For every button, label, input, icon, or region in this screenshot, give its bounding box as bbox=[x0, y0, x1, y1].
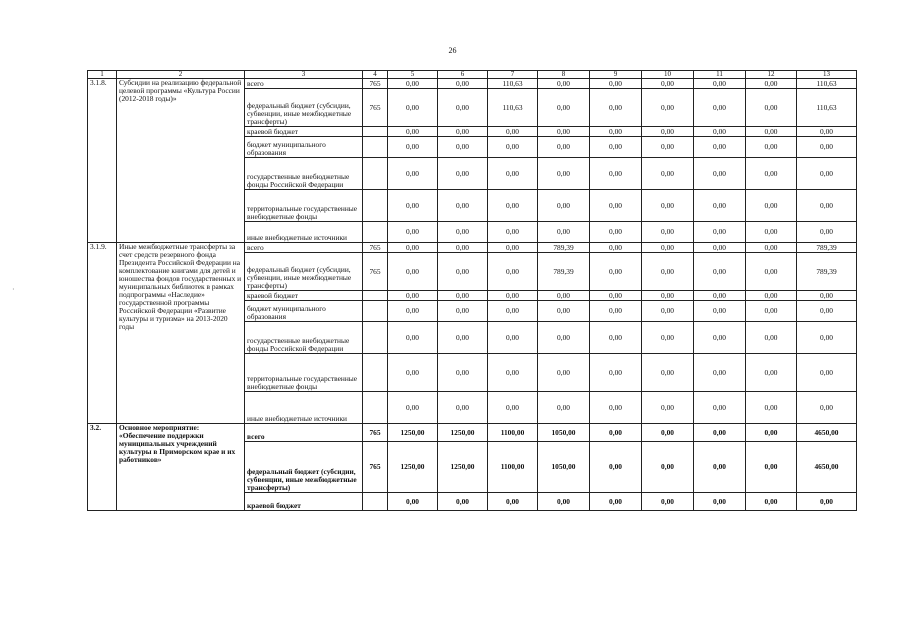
amount-cell: 0,00 bbox=[590, 137, 642, 158]
amount-cell: 0,00 bbox=[694, 190, 746, 222]
amount-cell: 0,00 bbox=[488, 137, 538, 158]
amount-cell: 0,00 bbox=[488, 322, 538, 354]
amount-cell: 0,00 bbox=[438, 392, 488, 424]
amount-cell: 0,00 bbox=[642, 137, 694, 158]
budget-table bbox=[87, 70, 857, 511]
amount-cell: 0,00 bbox=[797, 392, 857, 424]
amount-cell: 0,00 bbox=[797, 222, 857, 243]
grbs-code bbox=[363, 190, 388, 222]
amount-cell: 0,00 bbox=[488, 190, 538, 222]
amount-cell: 0,00 bbox=[488, 291, 538, 301]
scan-mark: · bbox=[12, 285, 15, 294]
amount-cell: 0,00 bbox=[388, 392, 438, 424]
amount-cell: 0,00 bbox=[538, 493, 590, 511]
funding-source: краевой бюджет bbox=[245, 291, 363, 301]
amount-cell: 1250,00 bbox=[438, 424, 488, 442]
funding-source: территориальные государственные внебюджетные фонды bbox=[245, 354, 363, 392]
amount-cell: 0,00 bbox=[590, 493, 642, 511]
amount-cell: 110,63 bbox=[797, 79, 857, 89]
amount-cell: 110,63 bbox=[488, 89, 538, 127]
amount-cell: 0,00 bbox=[694, 222, 746, 243]
column-number: 5 bbox=[388, 71, 438, 79]
amount-cell: 110,63 bbox=[797, 89, 857, 127]
grbs-code bbox=[363, 322, 388, 354]
page-number: 26 bbox=[448, 46, 457, 55]
amount-cell: 0,00 bbox=[746, 291, 797, 301]
amount-cell: 0,00 bbox=[538, 354, 590, 392]
funding-source: краевой бюджет bbox=[245, 493, 363, 511]
amount-cell: 0,00 bbox=[388, 190, 438, 222]
amount-cell: 0,00 bbox=[642, 253, 694, 291]
amount-cell: 0,00 bbox=[694, 392, 746, 424]
grbs-code bbox=[363, 158, 388, 190]
grbs-code: 765 bbox=[363, 424, 388, 442]
grbs-code bbox=[363, 127, 388, 137]
amount-cell: 0,00 bbox=[642, 89, 694, 127]
amount-cell: 0,00 bbox=[694, 354, 746, 392]
grbs-code bbox=[363, 301, 388, 322]
amount-cell: 0,00 bbox=[538, 392, 590, 424]
amount-cell: 0,00 bbox=[694, 493, 746, 511]
amount-cell: 0,00 bbox=[590, 158, 642, 190]
amount-cell: 0,00 bbox=[642, 291, 694, 301]
funding-source: бюджет муниципального образования bbox=[245, 301, 363, 322]
funding-source: бюджет муниципального образования bbox=[245, 137, 363, 158]
amount-cell: 0,00 bbox=[590, 442, 642, 493]
amount-cell: 0,00 bbox=[797, 158, 857, 190]
amount-cell: 0,00 bbox=[538, 158, 590, 190]
amount-cell: 0,00 bbox=[642, 222, 694, 243]
grbs-code bbox=[363, 392, 388, 424]
column-number: 1 bbox=[88, 71, 117, 79]
amount-cell: 0,00 bbox=[797, 322, 857, 354]
amount-cell: 4650,00 bbox=[797, 424, 857, 442]
amount-cell: 0,00 bbox=[388, 301, 438, 322]
item-code: 3.2. bbox=[88, 424, 117, 511]
amount-cell: 0,00 bbox=[388, 127, 438, 137]
amount-cell: 0,00 bbox=[538, 190, 590, 222]
amount-cell: 0,00 bbox=[590, 253, 642, 291]
amount-cell: 0,00 bbox=[590, 322, 642, 354]
item-code: 3.1.8. bbox=[88, 79, 117, 243]
amount-cell: 0,00 bbox=[388, 243, 438, 253]
amount-cell: 0,00 bbox=[388, 89, 438, 127]
amount-cell: 0,00 bbox=[694, 137, 746, 158]
amount-cell: 0,00 bbox=[694, 243, 746, 253]
column-number: 11 bbox=[694, 71, 746, 79]
amount-cell: 0,00 bbox=[694, 442, 746, 493]
column-number-row bbox=[88, 71, 857, 79]
amount-cell: 0,00 bbox=[746, 190, 797, 222]
amount-cell: 0,00 bbox=[388, 253, 438, 291]
amount-cell: 0,00 bbox=[538, 301, 590, 322]
amount-cell: 0,00 bbox=[388, 158, 438, 190]
amount-cell: 789,39 bbox=[797, 253, 857, 291]
amount-cell: 0,00 bbox=[538, 137, 590, 158]
amount-cell: 0,00 bbox=[797, 137, 857, 158]
amount-cell: 0,00 bbox=[590, 243, 642, 253]
column-number: 2 bbox=[117, 71, 245, 79]
amount-cell: 0,00 bbox=[538, 322, 590, 354]
item-name: Основное мероприятие: «Обеспечение поддержки муниципальных учреждений культуры в Приморском крае и их работников» bbox=[117, 424, 245, 511]
amount-cell: 0,00 bbox=[388, 493, 438, 511]
item-name: Субсидии на реализацию федеральной целевой программы «Культура России (2012-2018 годы)» bbox=[117, 79, 245, 243]
amount-cell: 0,00 bbox=[694, 424, 746, 442]
amount-cell: 0,00 bbox=[488, 127, 538, 137]
amount-cell: 0,00 bbox=[694, 158, 746, 190]
amount-cell: 0,00 bbox=[590, 354, 642, 392]
column-number: 6 bbox=[438, 71, 488, 79]
amount-cell: 0,00 bbox=[438, 301, 488, 322]
amount-cell: 0,00 bbox=[590, 190, 642, 222]
funding-source: всего bbox=[245, 424, 363, 442]
grbs-code bbox=[363, 291, 388, 301]
amount-cell: 1050,00 bbox=[538, 424, 590, 442]
amount-cell: 0,00 bbox=[797, 354, 857, 392]
amount-cell: 0,00 bbox=[746, 442, 797, 493]
funding-source: федеральный бюджет (субсидии, субвенции, иные межбюджетные трансферты) bbox=[245, 442, 363, 493]
amount-cell: 0,00 bbox=[694, 127, 746, 137]
amount-cell: 0,00 bbox=[642, 79, 694, 89]
amount-cell: 0,00 bbox=[538, 291, 590, 301]
amount-cell: 1100,00 bbox=[488, 442, 538, 493]
amount-cell: 0,00 bbox=[694, 301, 746, 322]
table-row bbox=[88, 424, 857, 442]
amount-cell: 0,00 bbox=[797, 301, 857, 322]
amount-cell: 0,00 bbox=[488, 222, 538, 243]
amount-cell: 0,00 bbox=[642, 301, 694, 322]
amount-cell: 0,00 bbox=[488, 392, 538, 424]
amount-cell: 0,00 bbox=[746, 253, 797, 291]
amount-cell: 0,00 bbox=[590, 127, 642, 137]
amount-cell: 789,39 bbox=[538, 253, 590, 291]
column-number: 12 bbox=[746, 71, 797, 79]
amount-cell: 0,00 bbox=[694, 291, 746, 301]
amount-cell: 0,00 bbox=[746, 243, 797, 253]
amount-cell: 0,00 bbox=[797, 190, 857, 222]
amount-cell: 0,00 bbox=[438, 243, 488, 253]
amount-cell: 0,00 bbox=[746, 127, 797, 137]
grbs-code: 765 bbox=[363, 253, 388, 291]
amount-cell: 0,00 bbox=[694, 322, 746, 354]
amount-cell: 0,00 bbox=[797, 291, 857, 301]
amount-cell: 0,00 bbox=[388, 322, 438, 354]
amount-cell: 0,00 bbox=[538, 89, 590, 127]
amount-cell: 4650,00 bbox=[797, 442, 857, 493]
item-name: Иные межбюджетные трансферты за счет средств резервного фонда Президента Российской Федерации на комплектование книгами для детей и юношества фондов государственных и муниципальных библиотек в рамках подпрограммы «Наследие» государственной программы Российской Федерации «Развитие культуры и туризма» на 2013-2020 годы bbox=[117, 243, 245, 424]
amount-cell: 0,00 bbox=[388, 354, 438, 392]
amount-cell: 0,00 bbox=[438, 253, 488, 291]
grbs-code bbox=[363, 222, 388, 243]
amount-cell: 0,00 bbox=[538, 222, 590, 243]
amount-cell: 0,00 bbox=[746, 137, 797, 158]
amount-cell: 0,00 bbox=[438, 222, 488, 243]
amount-cell: 0,00 bbox=[438, 291, 488, 301]
grbs-code bbox=[363, 354, 388, 392]
amount-cell: 0,00 bbox=[438, 354, 488, 392]
amount-cell: 0,00 bbox=[746, 354, 797, 392]
amount-cell: 1250,00 bbox=[438, 442, 488, 493]
amount-cell: 0,00 bbox=[746, 424, 797, 442]
amount-cell: 0,00 bbox=[590, 301, 642, 322]
amount-cell: 0,00 bbox=[746, 89, 797, 127]
item-code: 3.1.9. bbox=[88, 243, 117, 424]
amount-cell: 0,00 bbox=[590, 222, 642, 243]
grbs-code bbox=[363, 493, 388, 511]
amount-cell: 0,00 bbox=[642, 322, 694, 354]
amount-cell: 0,00 bbox=[642, 392, 694, 424]
column-number: 8 bbox=[538, 71, 590, 79]
amount-cell: 0,00 bbox=[388, 222, 438, 243]
amount-cell: 0,00 bbox=[642, 354, 694, 392]
amount-cell: 0,00 bbox=[590, 392, 642, 424]
amount-cell: 0,00 bbox=[642, 243, 694, 253]
amount-cell: 0,00 bbox=[488, 243, 538, 253]
amount-cell: 1050,00 bbox=[538, 442, 590, 493]
amount-cell: 0,00 bbox=[642, 442, 694, 493]
column-number: 3 bbox=[245, 71, 363, 79]
grbs-code: 765 bbox=[363, 442, 388, 493]
amount-cell: 0,00 bbox=[642, 493, 694, 511]
funding-source: всего bbox=[245, 243, 363, 253]
amount-cell: 0,00 bbox=[590, 424, 642, 442]
amount-cell: 0,00 bbox=[746, 222, 797, 243]
funding-source: иные внебюджетные источники bbox=[245, 392, 363, 424]
amount-cell: 0,00 bbox=[438, 190, 488, 222]
amount-cell: 0,00 bbox=[438, 158, 488, 190]
amount-cell: 0,00 bbox=[746, 301, 797, 322]
amount-cell: 0,00 bbox=[488, 493, 538, 511]
amount-cell: 0,00 bbox=[438, 79, 488, 89]
funding-source: иные внебюджетные источники bbox=[245, 222, 363, 243]
column-number: 13 bbox=[797, 71, 857, 79]
amount-cell: 0,00 bbox=[438, 89, 488, 127]
amount-cell: 0,00 bbox=[642, 190, 694, 222]
amount-cell: 0,00 bbox=[488, 301, 538, 322]
amount-cell: 0,00 bbox=[642, 127, 694, 137]
amount-cell: 110,63 bbox=[488, 79, 538, 89]
amount-cell: 0,00 bbox=[538, 79, 590, 89]
amount-cell: 0,00 bbox=[590, 79, 642, 89]
column-number: 9 bbox=[590, 71, 642, 79]
funding-source: территориальные государственные внебюджетные фонды bbox=[245, 190, 363, 222]
table-row bbox=[88, 79, 857, 89]
grbs-code: 765 bbox=[363, 89, 388, 127]
grbs-code: 765 bbox=[363, 243, 388, 253]
amount-cell: 789,39 bbox=[797, 243, 857, 253]
amount-cell: 0,00 bbox=[746, 392, 797, 424]
grbs-code: 765 bbox=[363, 79, 388, 89]
amount-cell: 1250,00 bbox=[388, 442, 438, 493]
amount-cell: 0,00 bbox=[488, 253, 538, 291]
amount-cell: 0,00 bbox=[694, 79, 746, 89]
grbs-code bbox=[363, 137, 388, 158]
funding-source: краевой бюджет bbox=[245, 127, 363, 137]
funding-source: государственные внебюджетные фонды Российской Федерации bbox=[245, 322, 363, 354]
amount-cell: 1250,00 bbox=[388, 424, 438, 442]
amount-cell: 0,00 bbox=[538, 127, 590, 137]
amount-cell: 0,00 bbox=[694, 89, 746, 127]
amount-cell: 0,00 bbox=[590, 89, 642, 127]
column-number: 7 bbox=[488, 71, 538, 79]
amount-cell: 1100,00 bbox=[488, 424, 538, 442]
amount-cell: 0,00 bbox=[438, 137, 488, 158]
amount-cell: 0,00 bbox=[388, 137, 438, 158]
amount-cell: 0,00 bbox=[746, 322, 797, 354]
amount-cell: 0,00 bbox=[746, 158, 797, 190]
funding-source: федеральный бюджет (субсидии, субвенции, иные межбюджетные трансферты) bbox=[245, 89, 363, 127]
amount-cell: 0,00 bbox=[388, 291, 438, 301]
amount-cell: 0,00 bbox=[694, 253, 746, 291]
amount-cell: 0,00 bbox=[797, 493, 857, 511]
amount-cell: 0,00 bbox=[438, 127, 488, 137]
amount-cell: 0,00 bbox=[590, 291, 642, 301]
amount-cell: 0,00 bbox=[746, 493, 797, 511]
amount-cell: 0,00 bbox=[388, 79, 438, 89]
amount-cell: 0,00 bbox=[488, 158, 538, 190]
table-row bbox=[88, 243, 857, 253]
funding-source: государственные внебюджетные фонды Российской Федерации bbox=[245, 158, 363, 190]
column-number: 10 bbox=[642, 71, 694, 79]
amount-cell: 0,00 bbox=[746, 79, 797, 89]
column-number: 4 bbox=[363, 71, 388, 79]
amount-cell: 0,00 bbox=[488, 354, 538, 392]
amount-cell: 0,00 bbox=[642, 424, 694, 442]
amount-cell: 0,00 bbox=[438, 322, 488, 354]
amount-cell: 789,39 bbox=[538, 243, 590, 253]
amount-cell: 0,00 bbox=[642, 158, 694, 190]
amount-cell: 0,00 bbox=[438, 493, 488, 511]
amount-cell: 0,00 bbox=[797, 127, 857, 137]
funding-source: всего bbox=[245, 79, 363, 89]
funding-source: федеральный бюджет (субсидии, субвенции, иные межбюджетные трансферты) bbox=[245, 253, 363, 291]
